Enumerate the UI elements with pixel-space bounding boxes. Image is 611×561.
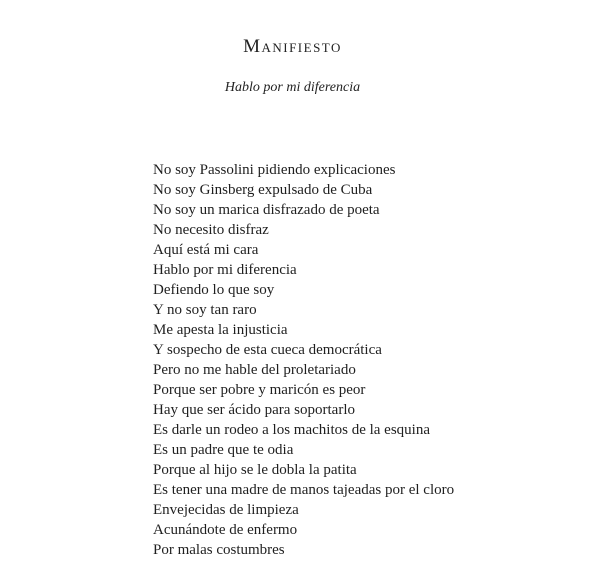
poem-line: Acunándote de enfermo <box>153 522 298 538</box>
poem-line: Envejecidas de limpieza <box>153 502 299 518</box>
poem-line: Y sospecho de esta cueca democrática <box>153 342 382 358</box>
poem-line: No soy un marica disfrazado de poeta <box>153 202 380 218</box>
poem-line: Por malas costumbres <box>153 542 285 558</box>
poem-line: Aquí está mi cara <box>153 242 259 258</box>
poem-line: Y no soy tan raro <box>153 302 257 318</box>
poem-line: No soy Ginsberg expulsado de Cuba <box>153 182 373 198</box>
poem-line: Es tener una madre de manos tajeadas por el cloro <box>153 482 455 498</box>
poem-line: Porque al hijo se le dobla la patita <box>153 462 357 478</box>
poem-line: No necesito disfraz <box>153 222 269 238</box>
poem-line: Me apesta la injusticia <box>153 322 288 338</box>
poem-line: Porque ser pobre y maricón es peor <box>153 382 366 398</box>
poem-line: No soy Passolini pidiendo explicaciones <box>153 162 396 178</box>
poem-title: Manifiesto <box>243 36 342 57</box>
poem-line: Pero no me hable del proletariado <box>153 362 356 378</box>
poem-line: Es darle un rodeo a los machitos de la esquina <box>153 422 431 438</box>
poem-line: Es un padre que te odia <box>153 442 294 458</box>
poem-body <box>153 160 454 560</box>
poem-line: Hay que ser ácido para soportarlo <box>153 402 356 418</box>
poem-subtitle: Hablo por mi diferencia <box>224 80 361 95</box>
poem-line: Defiendo lo que soy <box>153 282 275 298</box>
poem-line: Hablo por mi diferencia <box>153 262 297 278</box>
